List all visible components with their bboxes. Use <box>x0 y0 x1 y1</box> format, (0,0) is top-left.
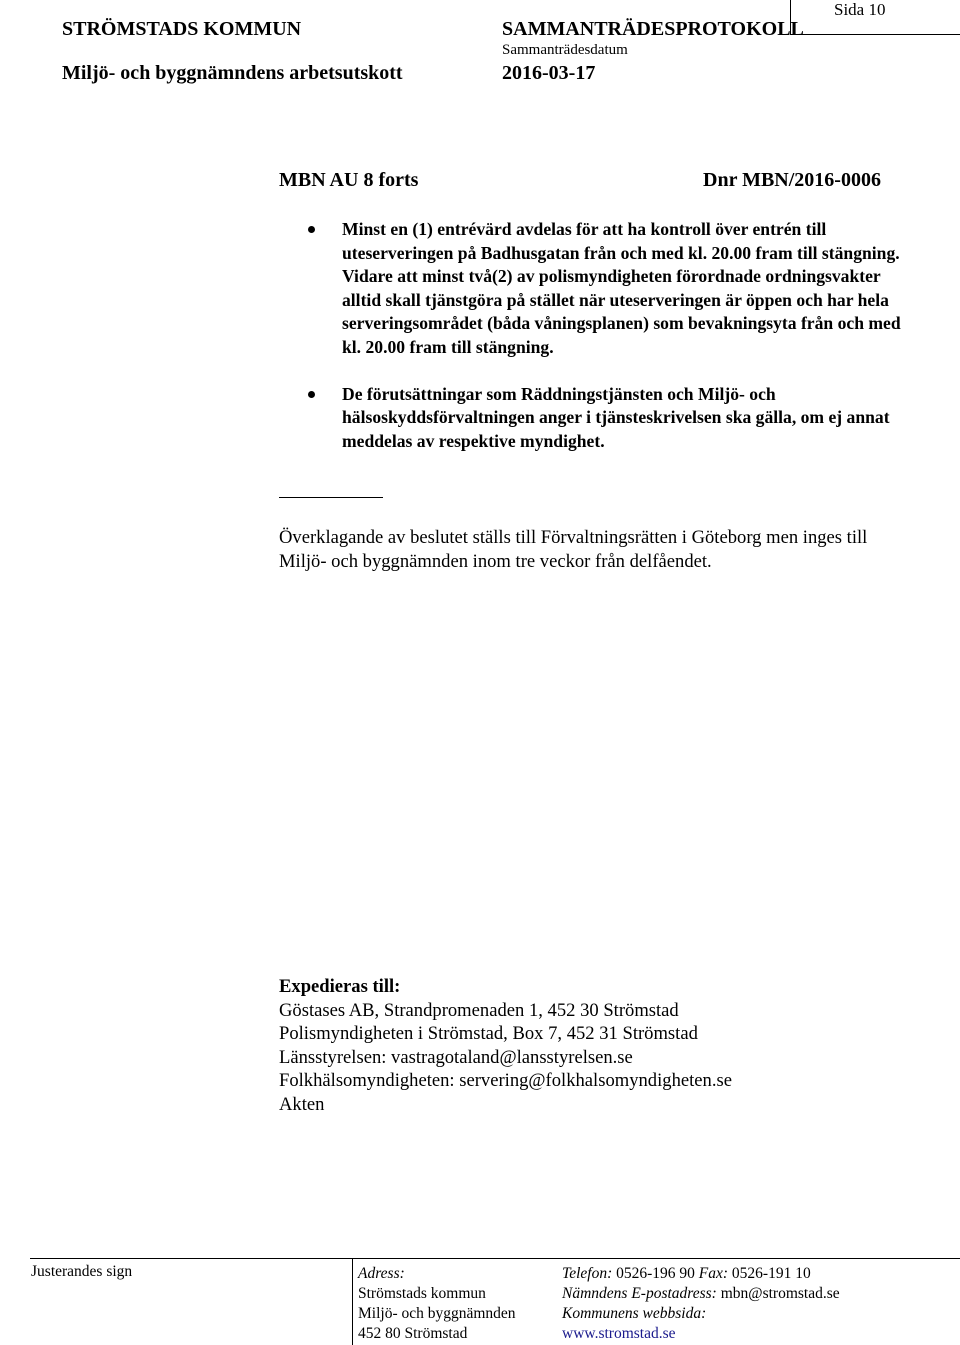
distribution-title: Expedieras till: <box>279 976 401 997</box>
contact-phone-fax <box>562 1263 811 1284</box>
distribution-recipient: Akten <box>279 1093 325 1115</box>
bullet-dot-icon <box>308 226 315 233</box>
address-line: Miljö- och byggnämnden <box>358 1305 516 1322</box>
appeal-paragraph: Överklagande av beslutet ställs till Förvaltningsrätten i Göteborg men inges till Miljö- och byggnämnden inom tre veckor från delfåendet. <box>279 527 868 572</box>
section-separator <box>279 497 383 498</box>
document-type: SAMMANTRÄDESPROTOKOLL <box>502 18 804 40</box>
decision-bullet-item <box>300 218 910 360</box>
distribution-recipient: Länsstyrelsen: vastragotaland@lansstyrelsen.se <box>279 1046 633 1068</box>
municipality-name: STRÖMSTADS KOMMUN <box>62 18 302 40</box>
meeting-date: 2016-03-17 <box>502 62 596 84</box>
phone-number: 0526-196 90 <box>616 1265 695 1282</box>
web-label: Kommunens webbsida: <box>562 1305 707 1322</box>
case-reference: MBN AU 8 forts <box>279 169 419 191</box>
distribution-block <box>279 975 732 1117</box>
address-line: 452 80 Strömstad <box>358 1325 468 1342</box>
fax-label: Fax: <box>698 1265 729 1282</box>
distribution-recipient: Polismyndigheten i Strömstad, Box 7, 452 31 Strömstad <box>279 1023 698 1045</box>
address-line: Strömstads kommun <box>358 1285 486 1302</box>
bullet-dot-icon <box>308 391 315 398</box>
phone-label: Telefon: <box>562 1265 613 1282</box>
bullet-text: De förutsättningar som Räddningstjänsten och Miljö- och hälsoskyddsförvaltningen anger i tjänsteskrivelsen ska gälla, om ej annat meddelas av respektive myndighet. <box>342 383 890 451</box>
footer-rule <box>30 1258 960 1259</box>
date-label: Sammanträdesdatum <box>502 42 628 58</box>
email-label: Nämndens E-postadress: <box>562 1285 717 1302</box>
signature-label: Justerandes sign <box>31 1263 133 1280</box>
distribution-recipient: Göstases AB, Strandpromenaden 1, 452 30 Strömstad <box>279 999 679 1021</box>
footer-divider <box>352 1258 353 1345</box>
contact-email <box>562 1283 840 1304</box>
page-number: Sida 10 <box>834 0 886 19</box>
email-address[interactable]: mbn@stromstad.se <box>720 1285 840 1302</box>
committee-name: Miljö- och byggnämndens arbetsutskott <box>62 62 403 84</box>
address-label: Adress: <box>358 1265 405 1282</box>
case-dnr: Dnr MBN/2016-0006 <box>703 169 881 191</box>
distribution-recipient: Folkhälsomyndigheten: servering@folkhalsomyndigheten.se <box>279 1070 732 1092</box>
decision-bullet-item <box>300 383 910 454</box>
decision-bullet-list <box>300 218 910 453</box>
website-link[interactable]: www.stromstad.se <box>562 1325 676 1342</box>
fax-number: 0526-191 10 <box>731 1265 811 1282</box>
bullet-text: Minst en (1) entrévärd avdelas för att ha kontroll över entrén till uteserveringen på Badhusgatan från och med kl. 20.00 fram till stängning. Vidare att minst två(2) av polismyndigheten förordnade ordningsvakter alltid skall tjänstgöra på stället när uteserveringen är öppen och har hela serveringsområdet (båda våningsplanen) som bevakningsyta från och med kl. 20.00 fram till stängning. <box>342 219 901 357</box>
